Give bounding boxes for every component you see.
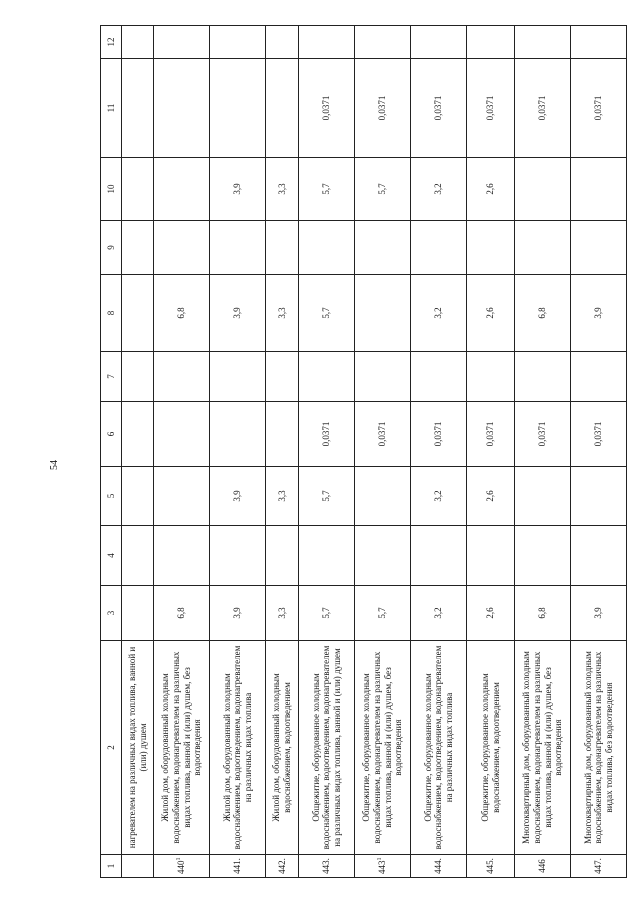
value-cell-c7 bbox=[515, 352, 571, 402]
row-number bbox=[355, 855, 411, 878]
row-description: Многоквартирный дом, оборудованный холодным водоснабжением, водонагревателем на различных видах топлива, без водоотведения bbox=[571, 641, 627, 855]
value-cell-c6: 0,0371 bbox=[355, 402, 411, 467]
table-row bbox=[515, 26, 571, 878]
value-cell-c5: 3,9 bbox=[210, 467, 266, 526]
value-cell-c9 bbox=[571, 221, 627, 275]
value-cell-c6 bbox=[266, 402, 299, 467]
value-cell-c5 bbox=[355, 467, 411, 526]
value-cell-c7 bbox=[210, 352, 266, 402]
column-header: 12 bbox=[101, 26, 122, 59]
row-description: Многоквартирный дом, оборудованный холодным водоснабжением, водонагревателем на различных видах топлива, ванной и (или) душем, без водоотведения bbox=[515, 641, 571, 855]
value-cell-c5: 5,7 bbox=[299, 467, 355, 526]
table-body bbox=[101, 26, 627, 878]
table-row bbox=[571, 26, 627, 878]
value-cell-c3: 5,7 bbox=[299, 586, 355, 641]
value-cell-c6: 0,0371 bbox=[467, 402, 515, 467]
value-cell-c6 bbox=[154, 402, 210, 467]
column-header: 8 bbox=[101, 275, 122, 352]
row-number-text: 444. bbox=[433, 858, 444, 874]
value-cell-c4 bbox=[122, 526, 154, 586]
value-cell-c4 bbox=[210, 526, 266, 586]
value-cell-c11 bbox=[266, 59, 299, 158]
value-cell-c5: 3,3 bbox=[266, 467, 299, 526]
row-number-superscript: 1 bbox=[377, 857, 384, 861]
row-number-text: 443. bbox=[321, 858, 332, 874]
value-cell-c10: 5,7 bbox=[299, 158, 355, 221]
column-header: 10 bbox=[101, 158, 122, 221]
row-number bbox=[571, 855, 627, 878]
value-cell-c4 bbox=[355, 526, 411, 586]
value-cell-c10 bbox=[154, 158, 210, 221]
value-cell-c9 bbox=[154, 221, 210, 275]
value-cell-c7 bbox=[154, 352, 210, 402]
value-cell-c4 bbox=[299, 526, 355, 586]
value-cell-c12 bbox=[355, 26, 411, 59]
row-number bbox=[515, 855, 571, 878]
row-number bbox=[122, 855, 154, 878]
value-cell-c12 bbox=[210, 26, 266, 59]
value-cell-c7 bbox=[571, 352, 627, 402]
value-cell-c11: 0,0371 bbox=[411, 59, 467, 158]
value-cell-c11: 0,0371 bbox=[467, 59, 515, 158]
row-number-text: 442. bbox=[276, 858, 287, 874]
value-cell-c3: 2,6 bbox=[467, 586, 515, 641]
column-header: 3 bbox=[101, 586, 122, 641]
column-header: 4 bbox=[101, 526, 122, 586]
row-number bbox=[154, 855, 210, 878]
value-cell-c10 bbox=[122, 158, 154, 221]
value-cell-c8: 5,7 bbox=[299, 275, 355, 352]
value-cell-c9 bbox=[266, 221, 299, 275]
value-cell-c9 bbox=[515, 221, 571, 275]
value-cell-c8: 3,2 bbox=[411, 275, 467, 352]
row-number-text: 443 bbox=[377, 860, 388, 874]
table-row bbox=[210, 26, 266, 878]
value-cell-c11 bbox=[154, 59, 210, 158]
row-number-text: 440 bbox=[176, 860, 187, 874]
column-header: 5 bbox=[101, 467, 122, 526]
row-number-text: 441. bbox=[232, 858, 243, 874]
row-number bbox=[467, 855, 515, 878]
value-cell-c3 bbox=[122, 586, 154, 641]
value-cell-c12 bbox=[571, 26, 627, 59]
table-row bbox=[299, 26, 355, 878]
row-number-text: 447. bbox=[593, 858, 604, 874]
value-cell-c12 bbox=[266, 26, 299, 59]
value-cell-c6: 0,0371 bbox=[299, 402, 355, 467]
value-cell-c8: 3,9 bbox=[571, 275, 627, 352]
row-description: Общежитие, оборудованное холодным водоснабжением, водоотведением bbox=[467, 641, 515, 855]
value-cell-c7 bbox=[122, 352, 154, 402]
value-cell-c12 bbox=[515, 26, 571, 59]
value-cell-c12 bbox=[467, 26, 515, 59]
value-cell-c11 bbox=[210, 59, 266, 158]
value-cell-c6: 0,0371 bbox=[515, 402, 571, 467]
value-cell-c3: 5,7 bbox=[355, 586, 411, 641]
row-number-superscript: 1 bbox=[176, 857, 183, 861]
value-cell-c10 bbox=[515, 158, 571, 221]
value-cell-c12 bbox=[299, 26, 355, 59]
value-cell-c6: 0,0371 bbox=[571, 402, 627, 467]
column-header: 2 bbox=[101, 641, 122, 855]
value-cell-c4 bbox=[467, 526, 515, 586]
value-cell-c8 bbox=[355, 275, 411, 352]
value-cell-c9 bbox=[210, 221, 266, 275]
row-number bbox=[210, 855, 266, 878]
row-description: Общежитие, оборудованное холодным водоснабжением, водоотведением, водонагревателем на различных видах топлива bbox=[411, 641, 467, 855]
value-cell-c10: 3,9 bbox=[210, 158, 266, 221]
row-description: Общежитие, оборудованное холодным водоснабжением, водоотведением, водонагревателем на различных видах топлива, ванной и (или) душем bbox=[299, 641, 355, 855]
value-cell-c10: 3,3 bbox=[266, 158, 299, 221]
row-number-text: 446 bbox=[537, 859, 548, 873]
value-cell-c5: 2,6 bbox=[467, 467, 515, 526]
row-description: нагревателем на различных видах топлива, ванной и (или) душем bbox=[122, 641, 154, 855]
value-cell-c5 bbox=[154, 467, 210, 526]
value-cell-c3: 3,3 bbox=[266, 586, 299, 641]
table-row bbox=[122, 26, 154, 878]
page-number: 54 bbox=[49, 460, 60, 470]
value-cell-c5 bbox=[122, 467, 154, 526]
column-header: 11 bbox=[101, 59, 122, 158]
value-cell-c6 bbox=[210, 402, 266, 467]
value-cell-c3: 3,2 bbox=[411, 586, 467, 641]
row-description: Жилой дом, оборудованный холодным водоснабжением, водоотведением, водонагревателем на различных видах топлива bbox=[210, 641, 266, 855]
column-header: 6 bbox=[101, 402, 122, 467]
row-number bbox=[299, 855, 355, 878]
column-header: 1 bbox=[101, 855, 122, 878]
value-cell-c9 bbox=[299, 221, 355, 275]
value-cell-c11: 0,0371 bbox=[299, 59, 355, 158]
value-cell-c12 bbox=[411, 26, 467, 59]
value-cell-c8: 6,8 bbox=[154, 275, 210, 352]
value-cell-c11: 0,0371 bbox=[571, 59, 627, 158]
value-cell-c12 bbox=[122, 26, 154, 59]
value-cell-c9 bbox=[122, 221, 154, 275]
value-cell-c12 bbox=[154, 26, 210, 59]
value-cell-c11: 0,0371 bbox=[355, 59, 411, 158]
value-cell-c4 bbox=[411, 526, 467, 586]
value-cell-c3: 3,9 bbox=[210, 586, 266, 641]
value-cell-c3: 6,8 bbox=[154, 586, 210, 641]
value-cell-c6: 0,0371 bbox=[411, 402, 467, 467]
value-cell-c9 bbox=[467, 221, 515, 275]
value-cell-c8: 2,6 bbox=[467, 275, 515, 352]
value-cell-c4 bbox=[154, 526, 210, 586]
value-cell-c7 bbox=[299, 352, 355, 402]
value-cell-c6 bbox=[122, 402, 154, 467]
value-cell-c10: 2,6 bbox=[467, 158, 515, 221]
value-cell-c11 bbox=[122, 59, 154, 158]
value-cell-c11: 0,0371 bbox=[515, 59, 571, 158]
row-description: Жилой дом, оборудованный холодным водоснабжением, водоотведением bbox=[266, 641, 299, 855]
value-cell-c10: 5,7 bbox=[355, 158, 411, 221]
rotated-page bbox=[100, 26, 614, 878]
column-number-row bbox=[101, 26, 122, 878]
column-header: 9 bbox=[101, 221, 122, 275]
value-cell-c3: 3,9 bbox=[571, 586, 627, 641]
row-number bbox=[266, 855, 299, 878]
row-number bbox=[411, 855, 467, 878]
tariff-table bbox=[100, 25, 627, 878]
value-cell-c10: 3,2 bbox=[411, 158, 467, 221]
value-cell-c4 bbox=[571, 526, 627, 586]
row-description: Общежитие, оборудованное холодным водоснабжением, водонагревателем на различных видах топлива, ванной и (или) душем, без водоотведения bbox=[355, 641, 411, 855]
row-number-text: 445. bbox=[485, 858, 496, 874]
value-cell-c7 bbox=[355, 352, 411, 402]
table-row bbox=[355, 26, 411, 878]
value-cell-c4 bbox=[266, 526, 299, 586]
value-cell-c8: 3,9 bbox=[210, 275, 266, 352]
table-row bbox=[411, 26, 467, 878]
value-cell-c5 bbox=[515, 467, 571, 526]
value-cell-c8: 6,8 bbox=[515, 275, 571, 352]
value-cell-c7 bbox=[467, 352, 515, 402]
value-cell-c9 bbox=[355, 221, 411, 275]
column-header: 7 bbox=[101, 352, 122, 402]
row-description: Жилой дом, оборудованный холодным водоснабжением, водонагревателем на различных видах топлива, ванной и (или) душем, без водоотведения bbox=[154, 641, 210, 855]
value-cell-c7 bbox=[266, 352, 299, 402]
value-cell-c9 bbox=[411, 221, 467, 275]
value-cell-c7 bbox=[411, 352, 467, 402]
table-row bbox=[154, 26, 210, 878]
value-cell-c8 bbox=[122, 275, 154, 352]
value-cell-c10 bbox=[571, 158, 627, 221]
value-cell-c8: 3,3 bbox=[266, 275, 299, 352]
value-cell-c4 bbox=[515, 526, 571, 586]
value-cell-c5: 3,2 bbox=[411, 467, 467, 526]
value-cell-c5 bbox=[571, 467, 627, 526]
value-cell-c3: 6,8 bbox=[515, 586, 571, 641]
table-row bbox=[266, 26, 299, 878]
table-row bbox=[467, 26, 515, 878]
